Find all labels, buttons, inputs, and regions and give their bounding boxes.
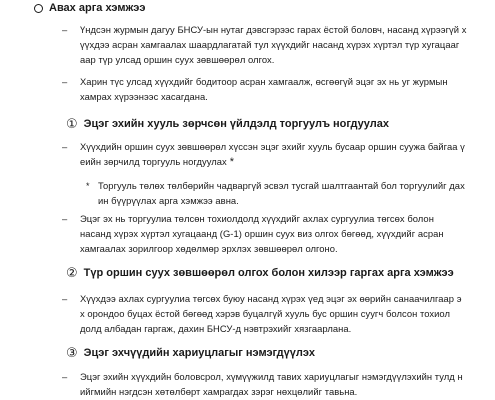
section-number: ① (66, 116, 78, 131)
main-heading (34, 2, 145, 14)
paragraph-line: Эцэг эх нь торгуулиа төлсөн тохиолдолд хүүхдийг ахлах сургуулиа төгсөх болон (80, 213, 434, 224)
paragraph-line-text: еийн зөрчилд торгууль ногдуулах (80, 156, 227, 167)
section-number: ② (66, 265, 78, 280)
paragraph-line: хамрах хүрээнээс хасагдана. (80, 91, 208, 102)
section-title: Түр оршин суух зөвшөөрөл олгох болон хилээр гаргах арга хэмжээ (83, 267, 454, 279)
section-heading-2 (66, 265, 454, 281)
footnote-mark: * (229, 156, 235, 168)
section-heading-3 (66, 345, 315, 361)
paragraph-line: ийгмийн нэгдсэн хөтөлбөрт хамрагдах зэрэг нөхцөлийг тавьна. (80, 386, 358, 397)
paragraph-line: үүхдээ асран хамгаалах шаардлагатай тул хүүхдийг насанд хүрэх хүртэл түр хугацааг (80, 39, 460, 50)
paragraph-line: Хүүхдээ ахлах сургуулиа төгсөх буюу насанд хүрэх үед эцэг эх өөрийн санаачилгаар э (80, 293, 462, 304)
section-number: ③ (66, 345, 78, 360)
section-title: Эцэг эхчүүдийн хариуцлагыг нэмэгдүүлэх (83, 347, 315, 359)
dash-marker: – (62, 24, 68, 35)
paragraph-line: долд албадан гаргаж, дахин БНСУ-д нэвтрэхийг хязгаарлана. (80, 323, 352, 334)
dash-marker: – (62, 141, 68, 152)
paragraph-line: аар түр улсад оршин суух зөвшөөрөл олгох. (80, 54, 275, 65)
paragraph-line: х орондоо буцах ёстой бөгөөд хэрэв буцалгүй хууль бус оршин суугч болсон тохиол (80, 308, 450, 319)
paragraph-line (80, 156, 234, 168)
note-line: ин бүүрүүлах арга хэмжээ авна. (98, 195, 239, 206)
paragraph-line: Харин түс улсад хүүхдийг бодитоор асран хамгаалж, өсгөөгүй эцэг эх нь уг журмын (80, 76, 448, 87)
paragraph-line: насанд хүрэх хүртэл хугацаанд (G-1) оршин суух виз олгох бөгөөд, хүүхдийг асран (80, 228, 444, 239)
note-line: Торгууль төлөх төлбөрийн чадваргүй эсвэл тусгай шалтгаантай бол торгуулийг дах (98, 180, 465, 191)
paragraph-line: Үндсэн журмын дагуу БНСУ-ын нутаг дэвсгэрээс гарах ёстой боловч, насанд хүрээгүй х (80, 24, 467, 35)
hollow-circle-bullet-icon (34, 4, 43, 13)
section-heading-1 (66, 116, 389, 132)
section-title: Эцэг эхийн хууль зөрчсөн үйлдэлд торгуулъ ногдуулах (83, 118, 389, 130)
dash-marker: – (62, 293, 68, 304)
dash-marker: – (62, 213, 68, 224)
asterisk-marker: * (86, 181, 90, 191)
paragraph-line: Эцэг эхийн хүүхдийн боловсрол, хүмүүжилд тавих хариуцлагыг нэмэгдүүлэхийн тулд н (80, 371, 463, 382)
dash-marker: – (62, 371, 68, 382)
paragraph-line: Хүүхдийн оршин суух зөвшөөрөл хүссэн эцэг эхийг хууль бусаар оршин суужа байгаа ү (80, 141, 465, 152)
main-heading-text: Авах арга хэмжээ (49, 2, 146, 14)
dash-marker: – (62, 76, 68, 87)
paragraph-line: хамгаалах зорилгоор хөдөлмөр эрхлэх зөвшөөрөл олгоно. (80, 243, 338, 254)
